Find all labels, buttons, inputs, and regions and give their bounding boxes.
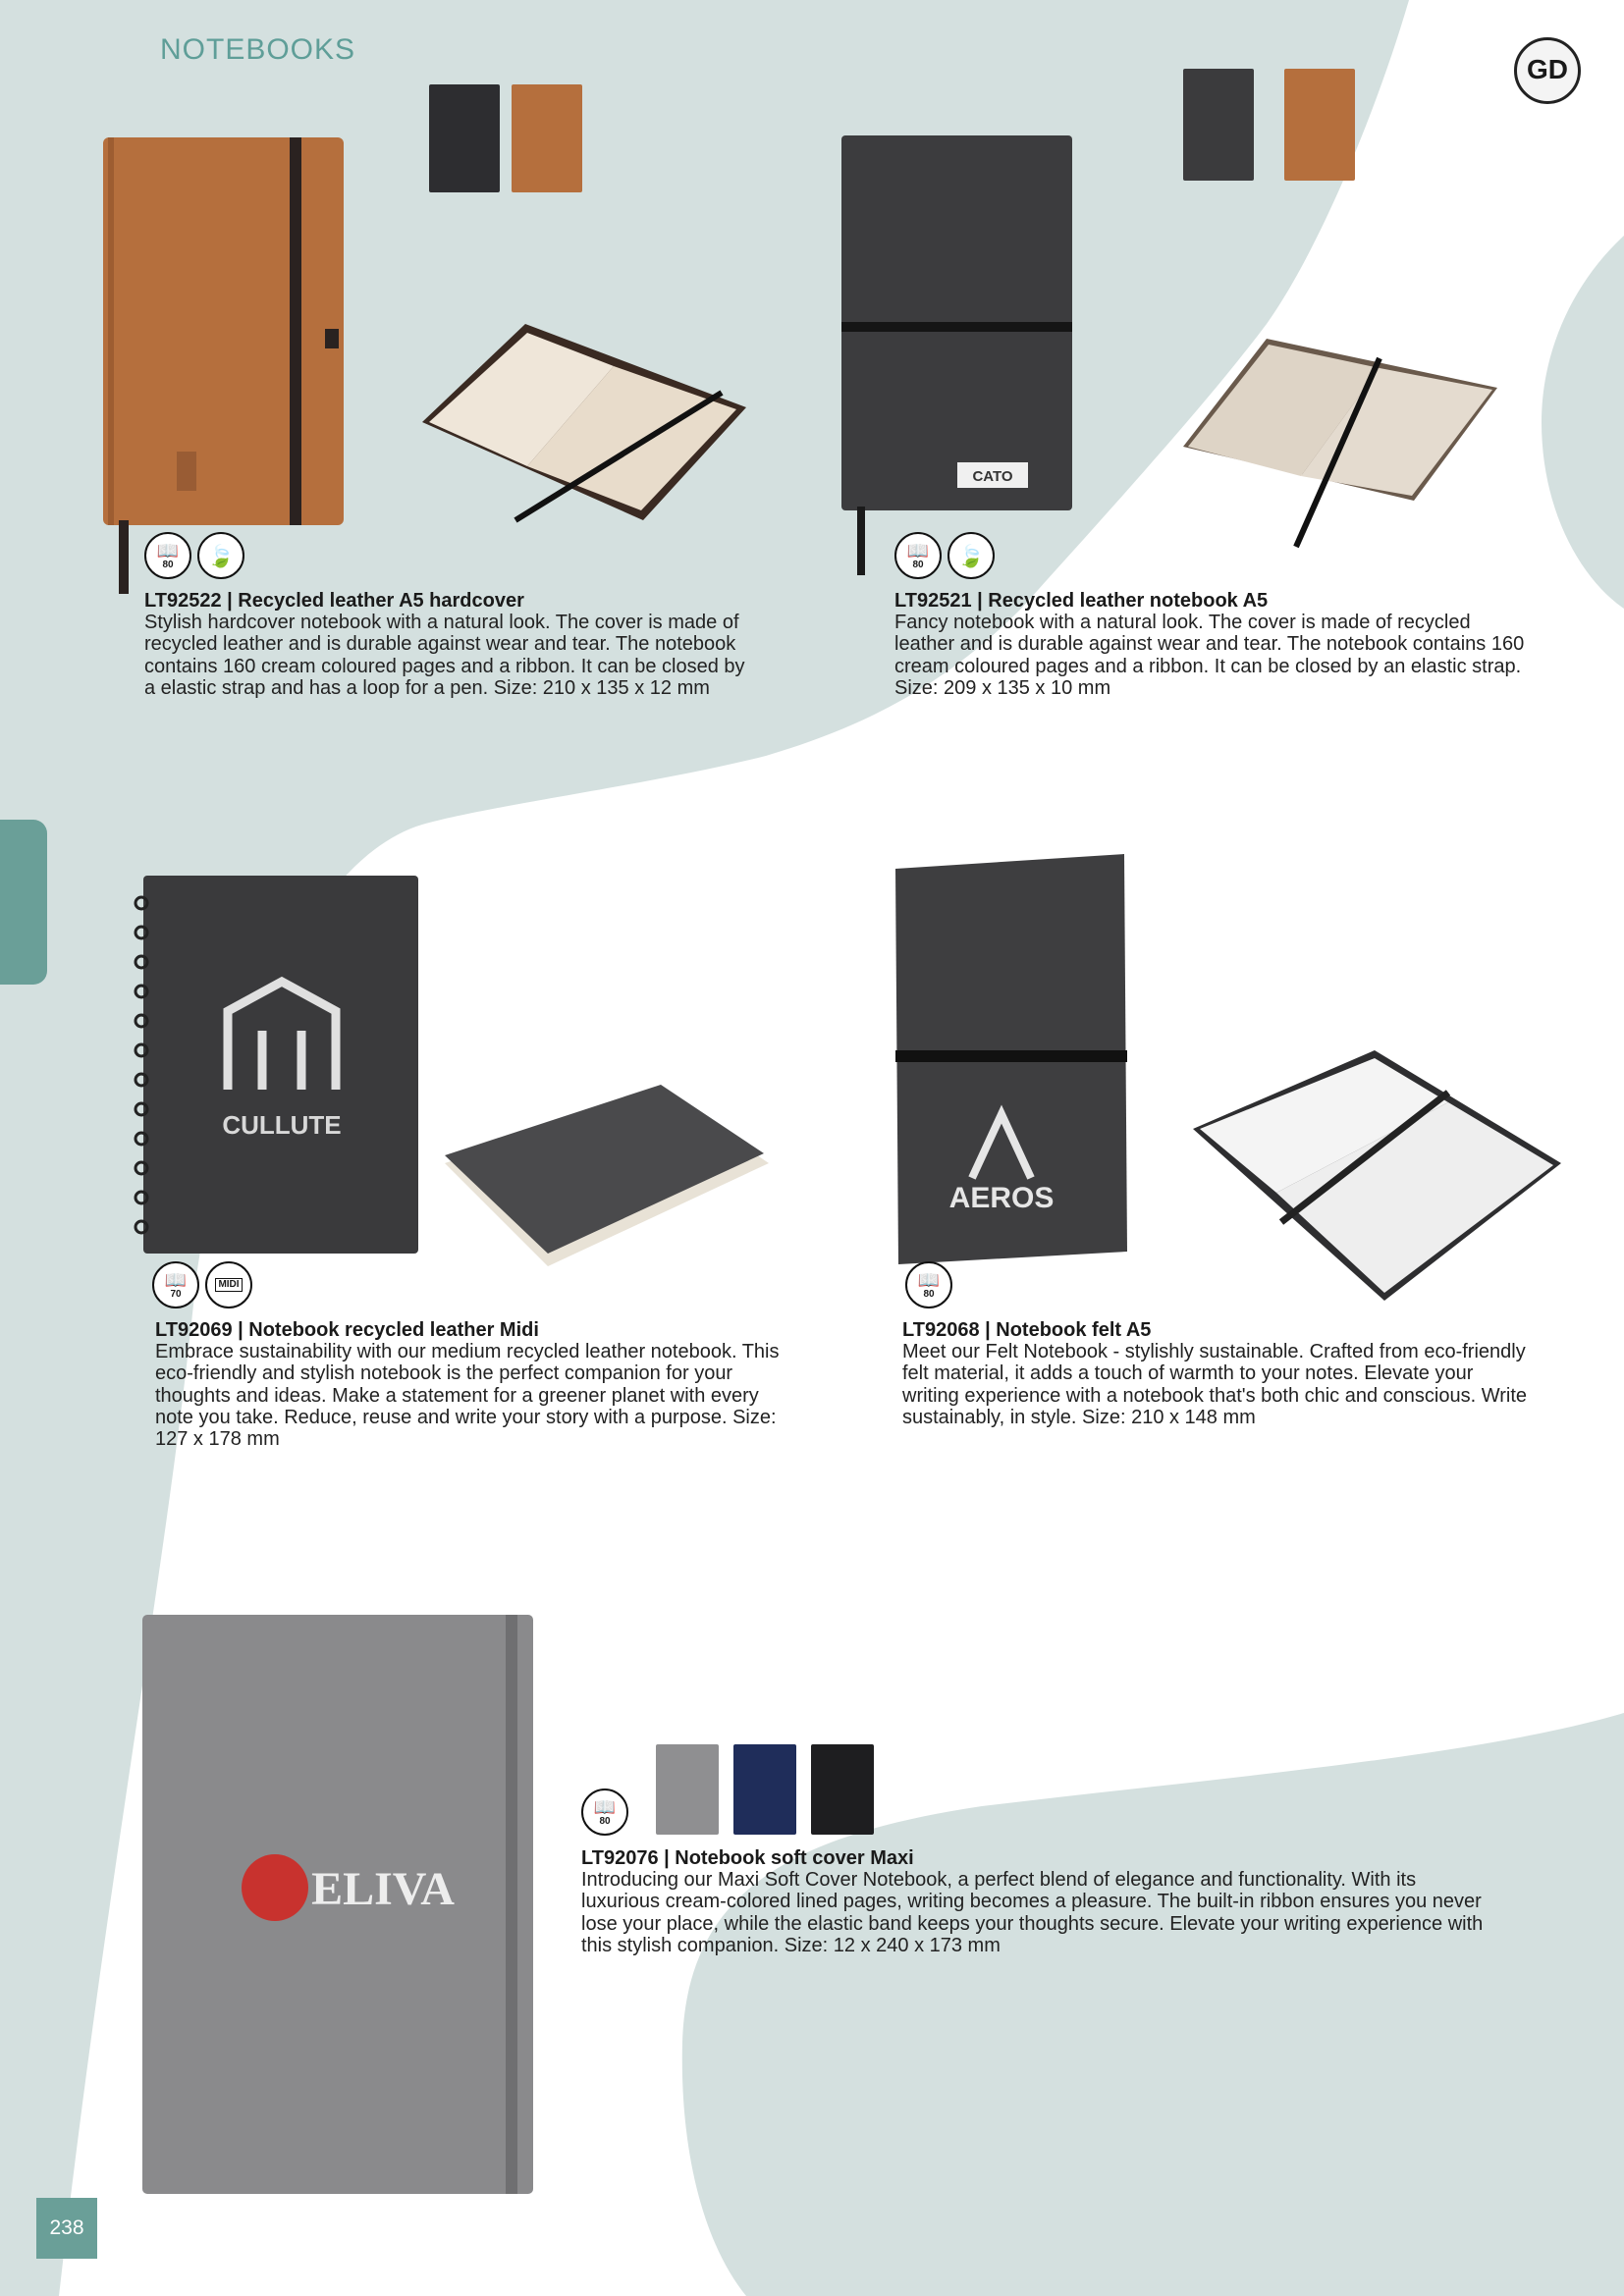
product-description: Embrace sustainability with our medium recycled leather notebook. This eco-friendly and stylish notebook is the perfect companion for your thoughts and ideas. Make a statement for a greener planet with every note you take. Reduce, reuse and write your story with a purpose. Size: 127 x 178 mm bbox=[155, 1341, 780, 1451]
side-tab[interactable] bbox=[0, 820, 47, 985]
color-swatch-grey[interactable] bbox=[1183, 69, 1254, 181]
product-description: Meet our Felt Notebook - stylishly sustainable. Crafted from eco-friendly felt material, it adds a touch of warmth to your notes. Elevate your writing experience with a notebook that's both chic and conscious. Write sustainably, in style. Size: 210 x 148 mm bbox=[902, 1341, 1528, 1428]
product-5-text bbox=[581, 1847, 1485, 1956]
page-number: 238 bbox=[36, 2198, 97, 2259]
product-3-cover-logo: CULLUTE bbox=[222, 1110, 342, 1140]
book-icon: 📖 bbox=[593, 1796, 617, 1817]
book-icon: 📖 bbox=[156, 540, 180, 561]
product-title: LT92076 | Notebook soft cover Maxi bbox=[581, 1847, 914, 1869]
product-title: LT92521 | Recycled leather notebook A5 bbox=[894, 590, 1269, 612]
leaf-icon: 🍃 bbox=[197, 532, 244, 579]
section-title: NOTEBOOKS bbox=[160, 33, 356, 66]
product-3-image-angled bbox=[440, 1085, 774, 1276]
product-4-image-open bbox=[1188, 1045, 1566, 1310]
color-swatch-black[interactable] bbox=[811, 1744, 874, 1835]
product-4-cover-logo: AEROS bbox=[948, 1182, 1055, 1214]
pages-badge: 📖 80 bbox=[144, 532, 191, 579]
product-3-image-closed bbox=[130, 874, 424, 1261]
color-swatch-black[interactable] bbox=[429, 84, 500, 192]
book-icon: 📖 bbox=[164, 1269, 188, 1290]
product-2-cover-logo: CATO bbox=[972, 468, 1013, 485]
product-2-image-closed bbox=[841, 135, 1072, 597]
product-5-cover-logo: ELIVA bbox=[311, 1863, 455, 1915]
product-5-image-closed bbox=[137, 1615, 535, 2199]
product-description: Introducing our Maxi Soft Cover Notebook, a perfect blend of elegance and functionality. With its luxurious cream-colored lined pages, writing becomes a pleasure. The built-in ribbon ensures you never lose your place, while the elastic band keeps your thoughts secure. Elevate your writing experience with this stylish companion. Size: 12 x 240 x 173 mm bbox=[581, 1869, 1484, 1956]
product-1-image-open bbox=[417, 319, 751, 530]
product-1-image-closed bbox=[103, 137, 344, 525]
pages-badge: 📖 80 bbox=[581, 1789, 628, 1836]
brand-logo: GD bbox=[1514, 37, 1581, 104]
product-4-text bbox=[902, 1319, 1531, 1428]
size-badge: MIDI bbox=[205, 1261, 252, 1308]
product-2-image-open bbox=[1178, 329, 1502, 555]
product-title: LT92068 | Notebook felt A5 bbox=[902, 1319, 1152, 1341]
color-swatch-brown[interactable] bbox=[512, 84, 582, 192]
book-icon: 📖 bbox=[917, 1269, 941, 1290]
product-title: LT92069 | Notebook recycled leather Midi bbox=[155, 1319, 539, 1341]
product-description: Fancy notebook with a natural look. The cover is made of recycled leather and is durable against wear and tear. The notebook contains 160 cream coloured pages and a ribbon. It can be closed by an elastic strap. Size: 209 x 135 x 10 mm bbox=[894, 612, 1525, 699]
product-4-image-closed bbox=[893, 854, 1129, 1271]
pages-badge: 📖 80 bbox=[905, 1261, 952, 1308]
product-1-text bbox=[144, 590, 753, 699]
book-icon: 📖 bbox=[906, 540, 930, 561]
product-title: LT92522 | Recycled leather A5 hardcover bbox=[144, 590, 524, 612]
product-description: Stylish hardcover notebook with a natural look. The cover is made of recycled leather and is durable against wear and tear. The notebook contains 160 cream coloured pages and a ribbon. It can be closed by a elastic strap and has a loop for a pen. Size: 210 x 135 x 12 mm bbox=[144, 612, 745, 699]
color-swatch-light-grey[interactable] bbox=[656, 1744, 719, 1835]
product-1-badges bbox=[144, 532, 244, 579]
color-swatch-cognac[interactable] bbox=[1284, 69, 1355, 181]
product-4-badges bbox=[905, 1261, 952, 1308]
color-swatch-navy[interactable] bbox=[733, 1744, 796, 1835]
product-5-badges bbox=[581, 1789, 628, 1836]
product-2-text bbox=[894, 590, 1533, 699]
pages-badge: 📖 70 bbox=[152, 1261, 199, 1308]
product-2-badges bbox=[894, 532, 995, 579]
product-3-badges bbox=[152, 1261, 252, 1308]
leaf-icon: 🍃 bbox=[947, 532, 995, 579]
pages-badge: 📖 80 bbox=[894, 532, 942, 579]
product-3-text bbox=[155, 1319, 784, 1450]
